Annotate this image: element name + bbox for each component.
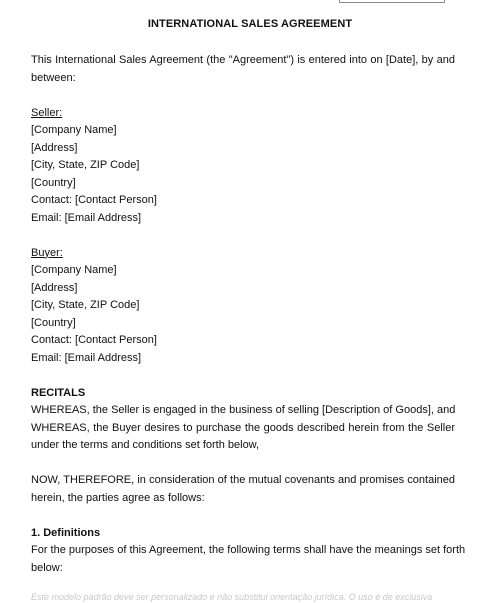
spacer [31,455,455,473]
buyer-company: [Company Name] [31,264,117,276]
spacer [31,367,455,385]
spacer [31,87,455,105]
seller-block [31,105,455,228]
buyer-city: [City, State, ZIP Code] [31,299,140,311]
recitals-line-2: WHEREAS, the Buyer desires to purchase the goods described herein from the Seller [31,421,455,434]
intro-line-1: This International Sales Agreement (the "Agreement") is entered into on [Date], by and [31,54,455,66]
document-title: INTERNATIONAL SALES AGREEMENT [147,18,353,30]
therefore-line-1: NOW, THEREFORE, in consideration of the mutual covenants and promises contained [31,474,455,486]
definitions-heading: 1. Definitions [31,526,101,539]
buyer-contact: Contact: [Contact Person] [31,334,157,346]
footer-disclaimer: Este modelo padrão deve ser personalizado e não substitui orientação jurídica. O uso é de exclusiva [31,592,433,602]
definitions-line-2: below: [31,561,63,574]
recitals-line-3: under the terms and conditions set forth below, [31,439,260,451]
top-input-box [339,0,445,3]
seller-heading: Seller: [31,106,63,119]
buyer-heading: Buyer: [31,246,63,259]
buyer-email: Email: [Email Address] [31,351,142,364]
recitals-heading: RECITALS [31,386,86,399]
buyer-address: [Address] [31,281,78,294]
intro-paragraph [31,52,455,87]
seller-company: [Company Name] [31,124,117,136]
spacer [31,507,455,525]
definitions-block [31,525,466,578]
buyer-country: [Country] [31,316,76,329]
therefore-block [31,472,455,507]
seller-contact: Contact: [Contact Person] [31,194,157,206]
seller-email: Email: [Email Address] [31,211,142,224]
spacer [31,227,455,245]
therefore-line-2: herein, the parties agree as follows: [31,491,205,504]
seller-country: [Country] [31,176,76,189]
document-body [31,52,466,577]
intro-line-2: between: [31,71,76,84]
recitals-block [31,385,455,455]
seller-address: [Address] [31,141,78,154]
seller-city: [City, State, ZIP Code] [31,159,140,171]
definitions-line-1: For the purposes of this Agreement, the following terms shall have the meanings set forth [31,544,466,556]
buyer-block [31,245,455,368]
recitals-line-1: WHEREAS, the Seller is engaged in the business of selling [Description of Goods], and [31,404,456,416]
